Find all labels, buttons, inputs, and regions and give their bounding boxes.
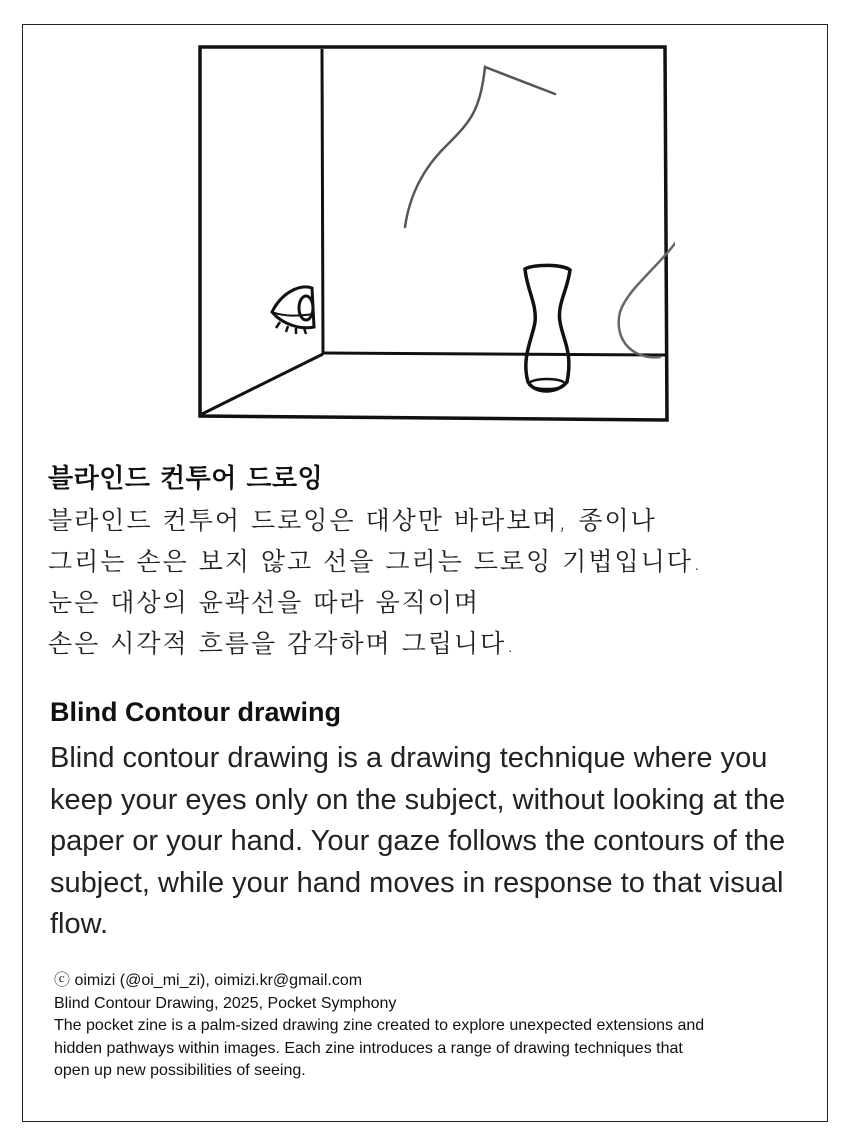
vase-drawing — [525, 265, 570, 391]
credits-description-line: open up new possibilities of seeing. — [54, 1062, 306, 1079]
credits-author: ⓒ oimizi (@oi_mi_zi), oimizi.kr@gmail.com — [54, 972, 363, 989]
eye-icon — [272, 287, 314, 334]
korean-line: 눈은 대상의 윤곽선을 따라 움직이며 — [48, 588, 481, 617]
korean-line: 블라인드 컨투어 드로잉은 대상만 바라보며, 종이나 — [48, 506, 657, 535]
korean-body — [48, 500, 703, 664]
korean-line: 손은 시각적 흐름을 감각하며 그립니다. — [48, 629, 517, 658]
room-outline — [200, 47, 667, 420]
english-body: Blind contour drawing is a drawing technique where you keep your eyes only on the subject, without looking at the paper or your hand. Your gaze follows the contours of the subject, while your hand moves in response to that visual flow. — [50, 742, 786, 940]
credits-work: Blind Contour Drawing, 2025, Pocket Symphony — [54, 994, 397, 1012]
credits-description-line: hidden pathways within images. Each zine introduces a range of drawing techniques that — [54, 1039, 683, 1057]
korean-line: 그리는 손은 보지 않고 선을 그리는 드로잉 기법입니다. — [48, 547, 703, 576]
contour-line-1 — [405, 67, 555, 227]
english-title: Blind Contour drawing — [50, 697, 341, 727]
credits-block — [54, 970, 814, 1083]
credits-description-line: The pocket zine is a palm-sized drawing zine created to explore unexpected extensions and — [54, 1017, 705, 1034]
korean-title: 블라인드 컨투어 드로잉 — [48, 464, 324, 494]
room-illustration — [195, 42, 675, 427]
